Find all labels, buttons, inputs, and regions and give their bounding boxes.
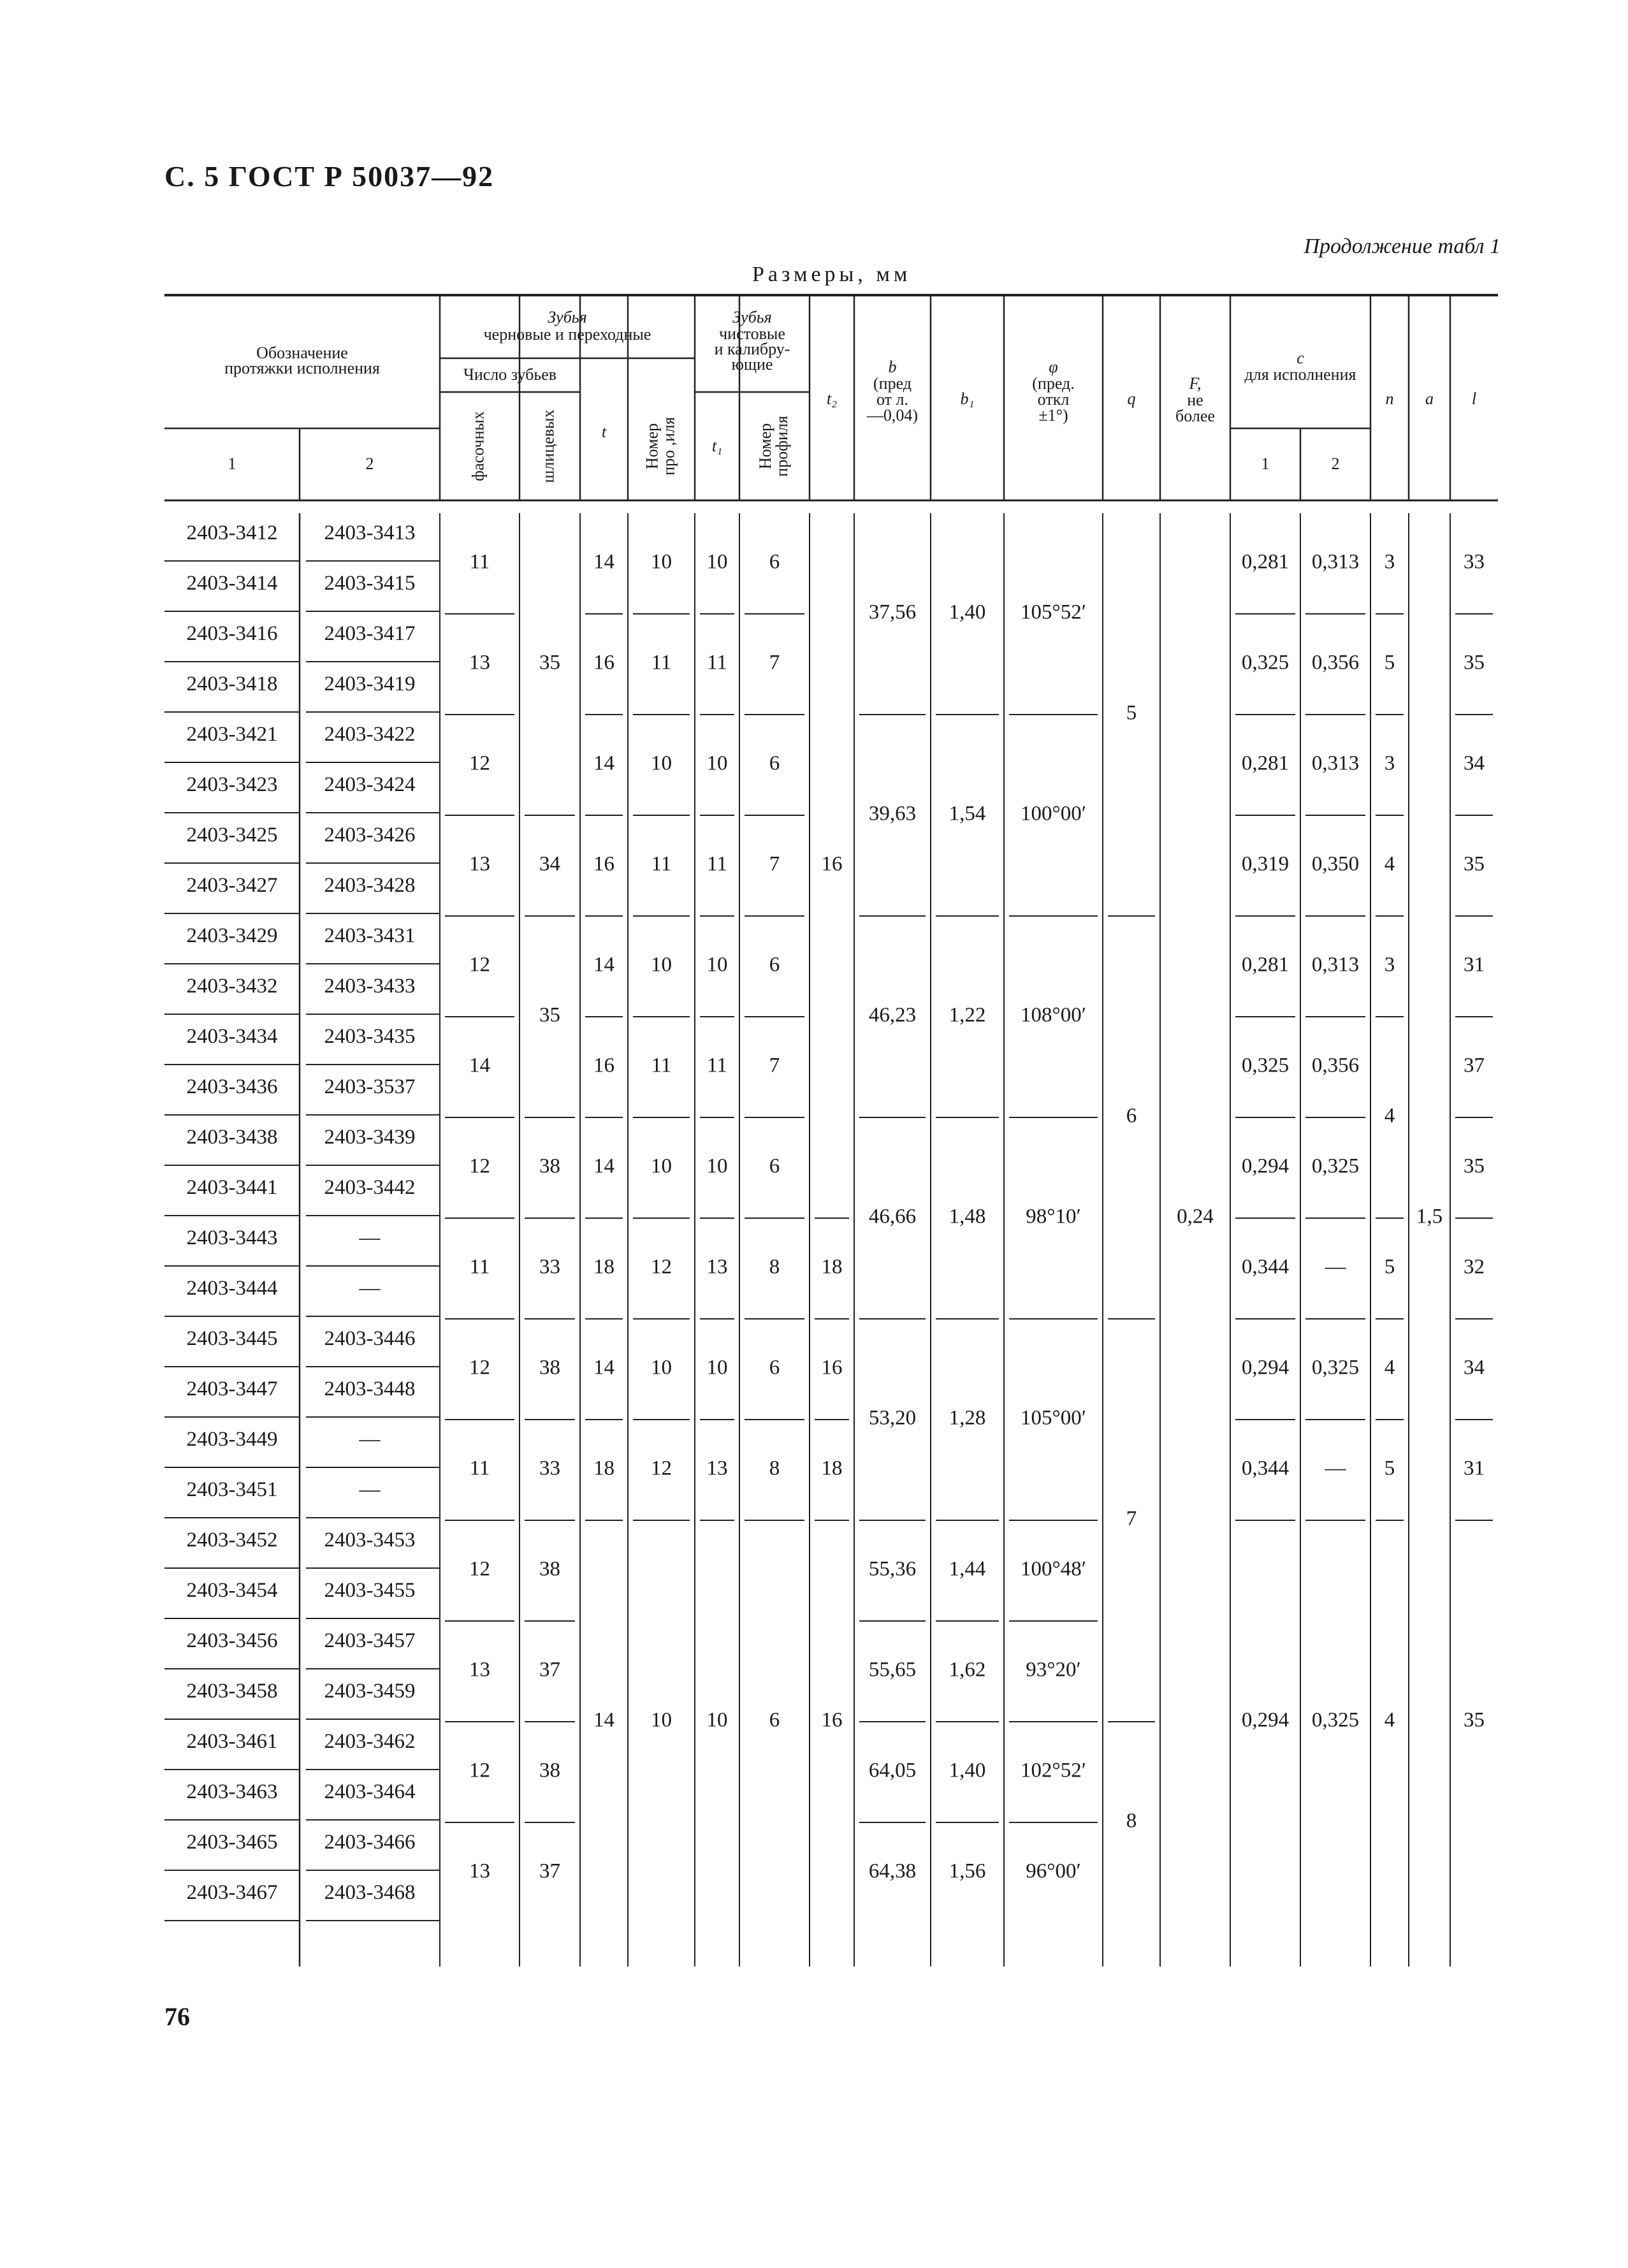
table-continuation-note: Продолжение табл 1 — [1304, 235, 1501, 258]
designation-v1: 2403-3452 — [186, 1528, 278, 1552]
designation-v1: 2403-3436 — [186, 1075, 278, 1098]
l-value: 34 — [1464, 1356, 1485, 1379]
phi-value: 105°00′ — [1021, 1406, 1086, 1430]
phi-value: 100°00′ — [1021, 802, 1086, 825]
profile_rough-value: 12 — [651, 1457, 672, 1480]
designation-v1: 2403-3465 — [186, 1830, 278, 1854]
profile_rough-value: 10 — [651, 1356, 672, 1379]
t-value: 14 — [593, 1356, 614, 1379]
profile_finish-value: 7 — [769, 651, 780, 674]
F-value: 0,24 — [1177, 1205, 1214, 1228]
t1-value: 13 — [706, 1255, 728, 1279]
designation-v2: — — [359, 1226, 381, 1249]
spline-value: 35 — [539, 1003, 560, 1027]
q-value: 8 — [1126, 1809, 1137, 1833]
phi-value: 105°52′ — [1021, 600, 1086, 624]
phi-value: 108°00′ — [1021, 1003, 1086, 1027]
b1-value: 1,22 — [948, 1003, 986, 1027]
c1-value: 0,344 — [1241, 1255, 1290, 1279]
l-value: 33 — [1464, 550, 1485, 574]
c1-value: 0,281 — [1241, 752, 1290, 775]
spline-value: 33 — [539, 1457, 560, 1480]
finish-profile-header: профиля — [772, 416, 791, 477]
t2-value: 16 — [821, 852, 843, 876]
phi-header: ±1°) — [1038, 405, 1068, 425]
c2-value: 0,313 — [1311, 752, 1360, 775]
spline-value: 33 — [539, 1255, 560, 1279]
c1-value: 0,281 — [1241, 550, 1290, 574]
profile_rough-value: 10 — [651, 1708, 672, 1732]
t1-value: 10 — [706, 752, 728, 775]
c2-value: 0,325 — [1311, 1154, 1360, 1178]
designation-v2: 2403-3422 — [324, 722, 416, 746]
t2-value: 16 — [821, 1356, 843, 1379]
t2-header: t₂ — [826, 389, 838, 408]
t-value: 16 — [593, 1054, 614, 1077]
t1-value: 11 — [707, 852, 727, 876]
q-value: 7 — [1126, 1507, 1137, 1530]
b1-value: 1,54 — [948, 802, 986, 825]
designation-v1: 2403-3454 — [186, 1578, 278, 1602]
chamfer-value: 12 — [469, 953, 490, 977]
spline-value: 35 — [539, 651, 560, 674]
chamfer-value: 14 — [469, 1054, 490, 1077]
spline-value: 38 — [539, 1557, 560, 1581]
profile_rough-value: 12 — [651, 1255, 672, 1279]
profile_finish-value: 6 — [769, 550, 780, 574]
c1-header: 1 — [1261, 454, 1270, 473]
finish-teeth-header: ющие — [731, 354, 773, 374]
chamfer-value: 11 — [469, 1255, 490, 1279]
l-value: 35 — [1464, 1154, 1485, 1178]
chamfer-value: 13 — [469, 651, 490, 674]
l-value: 35 — [1464, 651, 1485, 674]
designation-v1: 2403-3434 — [186, 1024, 278, 1048]
designation-v1: 2403-3458 — [186, 1679, 278, 1703]
l-value: 35 — [1464, 1708, 1485, 1732]
l-value: 35 — [1464, 852, 1485, 876]
c2-header: 2 — [1331, 454, 1340, 473]
col1-header: 1 — [228, 454, 236, 473]
profile_rough-value: 10 — [651, 752, 672, 775]
finish-teeth-header: и калибру- — [714, 339, 790, 358]
designation-v2: — — [359, 1478, 381, 1501]
units-caption: Размеры, мм — [752, 263, 912, 286]
designation-v1: 2403-3432 — [186, 974, 278, 998]
designation-v2: 2403-3435 — [324, 1024, 416, 1048]
a-value: 1,5 — [1416, 1205, 1443, 1228]
rough-teeth-header: Зубья — [548, 307, 587, 326]
c2-value: 0,350 — [1311, 852, 1360, 876]
rough-teeth-header: черновые и переходные — [483, 324, 651, 344]
t2-value: 16 — [821, 1708, 843, 1732]
designation-v1: 2403-3441 — [186, 1175, 278, 1199]
profile_finish-value: 6 — [769, 953, 780, 977]
designation-v2: 2403-3459 — [324, 1679, 416, 1703]
designation-v2: 2403-3433 — [324, 974, 416, 998]
t2-value: 18 — [821, 1457, 843, 1480]
designation-v2: 2403-3417 — [324, 622, 416, 645]
c2-value: — — [1325, 1457, 1346, 1480]
b1-value: 1,28 — [948, 1406, 986, 1430]
designation-v2: 2403-3466 — [324, 1830, 416, 1854]
t1-value: 11 — [707, 651, 727, 674]
finish-teeth-header: чистовые — [719, 324, 785, 343]
t1-value: 10 — [706, 1154, 728, 1178]
profile_finish-value: 7 — [769, 1054, 780, 1077]
t1-value: 13 — [706, 1457, 728, 1480]
designation-header: Обозначение — [256, 343, 348, 362]
n-header: n — [1385, 389, 1394, 408]
spline-teeth-header: шлицевых — [539, 409, 558, 483]
phi-header: (пред. — [1032, 374, 1075, 393]
designation-v2: 2403-3424 — [324, 773, 416, 796]
n-value: 3 — [1384, 550, 1395, 574]
b1-value: 1,40 — [948, 600, 986, 624]
n-value: 5 — [1384, 651, 1395, 674]
c2-value: — — [1325, 1255, 1346, 1279]
b-header: b — [888, 357, 897, 376]
profile_rough-value: 11 — [651, 1054, 672, 1077]
t-value: 14 — [593, 550, 614, 574]
t-value: 14 — [593, 953, 614, 977]
c1-value: 0,294 — [1241, 1356, 1290, 1379]
designation-v2: 2403-3428 — [324, 873, 416, 897]
designation-v2: 2403-3448 — [324, 1377, 416, 1400]
spline-value: 38 — [539, 1759, 560, 1782]
finish-profile-header: Номер — [755, 423, 774, 470]
phi-value: 100°48′ — [1021, 1557, 1086, 1581]
n-value: 4 — [1384, 852, 1395, 876]
phi-value: 98°10′ — [1026, 1205, 1081, 1228]
designation-v2: 2403-3462 — [324, 1729, 416, 1753]
F-header: не — [1187, 390, 1203, 409]
designation-v2: 2403-3464 — [324, 1780, 416, 1803]
c1-value: 0,325 — [1241, 1054, 1290, 1077]
n-value: 4 — [1384, 1104, 1395, 1128]
b-value: 46,23 — [868, 1003, 917, 1027]
col2-header: 2 — [365, 454, 374, 473]
t1-header: t₁ — [711, 436, 723, 455]
a-header: a — [1425, 389, 1434, 408]
t-value: 14 — [593, 752, 614, 775]
profile_finish-value: 6 — [769, 1154, 780, 1178]
designation-v1: 2403-3445 — [186, 1327, 278, 1350]
designation-v1: 2403-3418 — [186, 672, 278, 695]
b-value: 39,63 — [868, 802, 917, 825]
designation-v1: 2403-3438 — [186, 1125, 278, 1149]
l-header: l — [1471, 389, 1477, 408]
b-value: 53,20 — [868, 1406, 917, 1430]
phi-header: φ — [1049, 357, 1058, 376]
c1-value: 0,344 — [1241, 1457, 1290, 1480]
t1-value: 10 — [706, 953, 728, 977]
designation-v1: 2403-3425 — [186, 823, 278, 847]
t1-value: 11 — [707, 1054, 727, 1077]
chamfer-value: 13 — [469, 1859, 490, 1883]
profile_rough-value: 10 — [651, 953, 672, 977]
b1-value: 1,62 — [948, 1658, 986, 1682]
n-value: 5 — [1384, 1255, 1395, 1279]
t-header: t — [601, 422, 607, 441]
b1-value: 1,48 — [948, 1205, 986, 1228]
c2-value: 0,325 — [1311, 1708, 1360, 1732]
n-value: 4 — [1384, 1356, 1395, 1379]
profile_finish-value: 8 — [769, 1255, 780, 1279]
designation-v1: 2403-3444 — [186, 1276, 278, 1300]
designation-v2: 2403-3431 — [324, 924, 416, 947]
designation-v2: 2403-3442 — [324, 1175, 416, 1199]
b-value: 37,56 — [868, 600, 917, 624]
designation-v2: 2403-3413 — [324, 521, 416, 544]
designation-v2: 2403-3439 — [324, 1125, 416, 1149]
designation-v1: 2403-3412 — [186, 521, 278, 544]
designation-v1: 2403-3421 — [186, 722, 278, 746]
designation-v2: 2403-3453 — [324, 1528, 416, 1552]
designation-v1: 2403-3451 — [186, 1478, 278, 1501]
q-value: 5 — [1126, 701, 1137, 725]
chamfer-value: 12 — [469, 752, 490, 775]
chamfer-value: 12 — [469, 1759, 490, 1782]
t1-value: 10 — [706, 1708, 728, 1732]
tooth-count-header: Число зубьев — [463, 365, 557, 384]
b-value: 46,66 — [868, 1205, 917, 1228]
profile_rough-value: 11 — [651, 852, 672, 876]
designation-v1: 2403-3467 — [186, 1880, 278, 1904]
designation-v2: 2403-3537 — [324, 1075, 416, 1098]
designation-v2: 2403-3455 — [324, 1578, 416, 1602]
t-value: 18 — [593, 1457, 614, 1480]
profile_rough-value: 10 — [651, 1154, 672, 1178]
l-value: 37 — [1464, 1054, 1485, 1077]
designation-v1: 2403-3427 — [186, 873, 278, 897]
designation-v2: — — [359, 1427, 381, 1451]
designation-v1: 2403-3429 — [186, 924, 278, 947]
page-title: С. 5 ГОСТ Р 50037—92 — [164, 160, 495, 193]
profile_finish-value: 8 — [769, 1457, 780, 1480]
designation-v2: — — [359, 1276, 381, 1300]
designation-v2: 2403-3457 — [324, 1629, 416, 1652]
q-value: 6 — [1126, 1104, 1137, 1128]
c1-value: 0,325 — [1241, 651, 1290, 674]
profile_rough-value: 11 — [651, 651, 672, 674]
q-header: q — [1127, 389, 1136, 408]
t-value: 14 — [593, 1708, 614, 1732]
spline-value: 37 — [539, 1859, 560, 1883]
b1-header: b₁ — [960, 389, 975, 408]
c-header: c — [1297, 348, 1304, 367]
profile_finish-value: 6 — [769, 1708, 780, 1732]
l-value: 32 — [1464, 1255, 1485, 1279]
F-header: более — [1175, 406, 1215, 425]
c-header: для исполнения — [1244, 365, 1356, 384]
b-value: 55,36 — [868, 1557, 917, 1581]
l-value: 31 — [1464, 1457, 1485, 1480]
chamfer-value: 11 — [469, 550, 490, 574]
designation-v1: 2403-3414 — [186, 571, 278, 595]
chamfer-value: 12 — [469, 1154, 490, 1178]
designation-v2: 2403-3468 — [324, 1880, 416, 1904]
b-value: 55,65 — [868, 1658, 917, 1682]
F-header: F, — [1189, 374, 1202, 393]
c2-value: 0,325 — [1311, 1356, 1360, 1379]
designation-v1: 2403-3461 — [186, 1729, 278, 1753]
t1-value: 10 — [706, 1356, 728, 1379]
designation-v2: 2403-3415 — [324, 571, 416, 595]
profile_rough-value: 10 — [651, 550, 672, 574]
t2-value: 18 — [821, 1255, 843, 1279]
n-value: 3 — [1384, 752, 1395, 775]
c2-value: 0,356 — [1311, 1054, 1360, 1077]
rough-profile-header: про ,иля — [659, 417, 678, 476]
profile_finish-value: 7 — [769, 852, 780, 876]
b-value: 64,38 — [868, 1859, 917, 1883]
phi-value: 96°00′ — [1026, 1859, 1081, 1883]
rough-profile-header: Номер — [643, 423, 662, 470]
b-header: от л. — [876, 389, 908, 409]
b-header: (пред — [873, 374, 912, 393]
b-header: —0,04) — [866, 405, 919, 425]
designation-v1: 2403-3447 — [186, 1377, 278, 1400]
c2-value: 0,313 — [1311, 953, 1360, 977]
c1-value: 0,294 — [1241, 1154, 1290, 1178]
designation-v1: 2403-3443 — [186, 1226, 278, 1249]
n-value: 4 — [1384, 1708, 1395, 1732]
chamfer-value: 12 — [469, 1557, 490, 1581]
profile_finish-value: 6 — [769, 1356, 780, 1379]
profile_finish-value: 6 — [769, 752, 780, 775]
l-value: 34 — [1464, 752, 1485, 775]
b1-value: 1,44 — [948, 1557, 986, 1581]
designation-v1: 2403-3416 — [186, 622, 278, 645]
designation-v2: 2403-3426 — [324, 823, 416, 847]
phi-value: 93°20′ — [1026, 1658, 1081, 1682]
t-value: 18 — [593, 1255, 614, 1279]
spline-value: 38 — [539, 1356, 560, 1379]
spline-value: 37 — [539, 1658, 560, 1682]
n-value: 3 — [1384, 953, 1395, 977]
phi-header: откл — [1037, 389, 1070, 409]
t-value: 16 — [593, 651, 614, 674]
designation-v2: 2403-3419 — [324, 672, 416, 695]
c2-value: 0,313 — [1311, 550, 1360, 574]
b1-value: 1,56 — [948, 1859, 986, 1883]
designation-v1: 2403-3449 — [186, 1427, 278, 1451]
chamfer-value: 11 — [469, 1457, 490, 1480]
designation-v1: 2403-3456 — [186, 1629, 278, 1652]
t-value: 14 — [593, 1154, 614, 1178]
designation-header: протяжки исполнения — [224, 358, 380, 377]
chamfer-teeth-header: фасочных — [469, 411, 488, 481]
chamfer-value: 13 — [469, 1658, 490, 1682]
page-number: 76 — [164, 2002, 190, 2031]
designation-v2: 2403-3446 — [324, 1327, 416, 1350]
c1-value: 0,294 — [1241, 1708, 1290, 1732]
n-value: 5 — [1384, 1457, 1395, 1480]
l-value: 31 — [1464, 953, 1485, 977]
designation-v1: 2403-3463 — [186, 1780, 278, 1803]
spline-value: 38 — [539, 1154, 560, 1178]
phi-value: 102°52′ — [1021, 1759, 1086, 1782]
b-value: 64,05 — [868, 1759, 917, 1782]
finish-teeth-header: Зубья — [732, 307, 772, 326]
t-value: 16 — [593, 852, 614, 876]
designation-v1: 2403-3423 — [186, 773, 278, 796]
chamfer-value: 13 — [469, 852, 490, 876]
t1-value: 10 — [706, 550, 728, 574]
spline-value: 34 — [539, 852, 560, 876]
c1-value: 0,281 — [1241, 953, 1290, 977]
c1-value: 0,319 — [1241, 852, 1290, 876]
chamfer-value: 12 — [469, 1356, 490, 1379]
b1-value: 1,40 — [948, 1759, 986, 1782]
c2-value: 0,356 — [1311, 651, 1360, 674]
